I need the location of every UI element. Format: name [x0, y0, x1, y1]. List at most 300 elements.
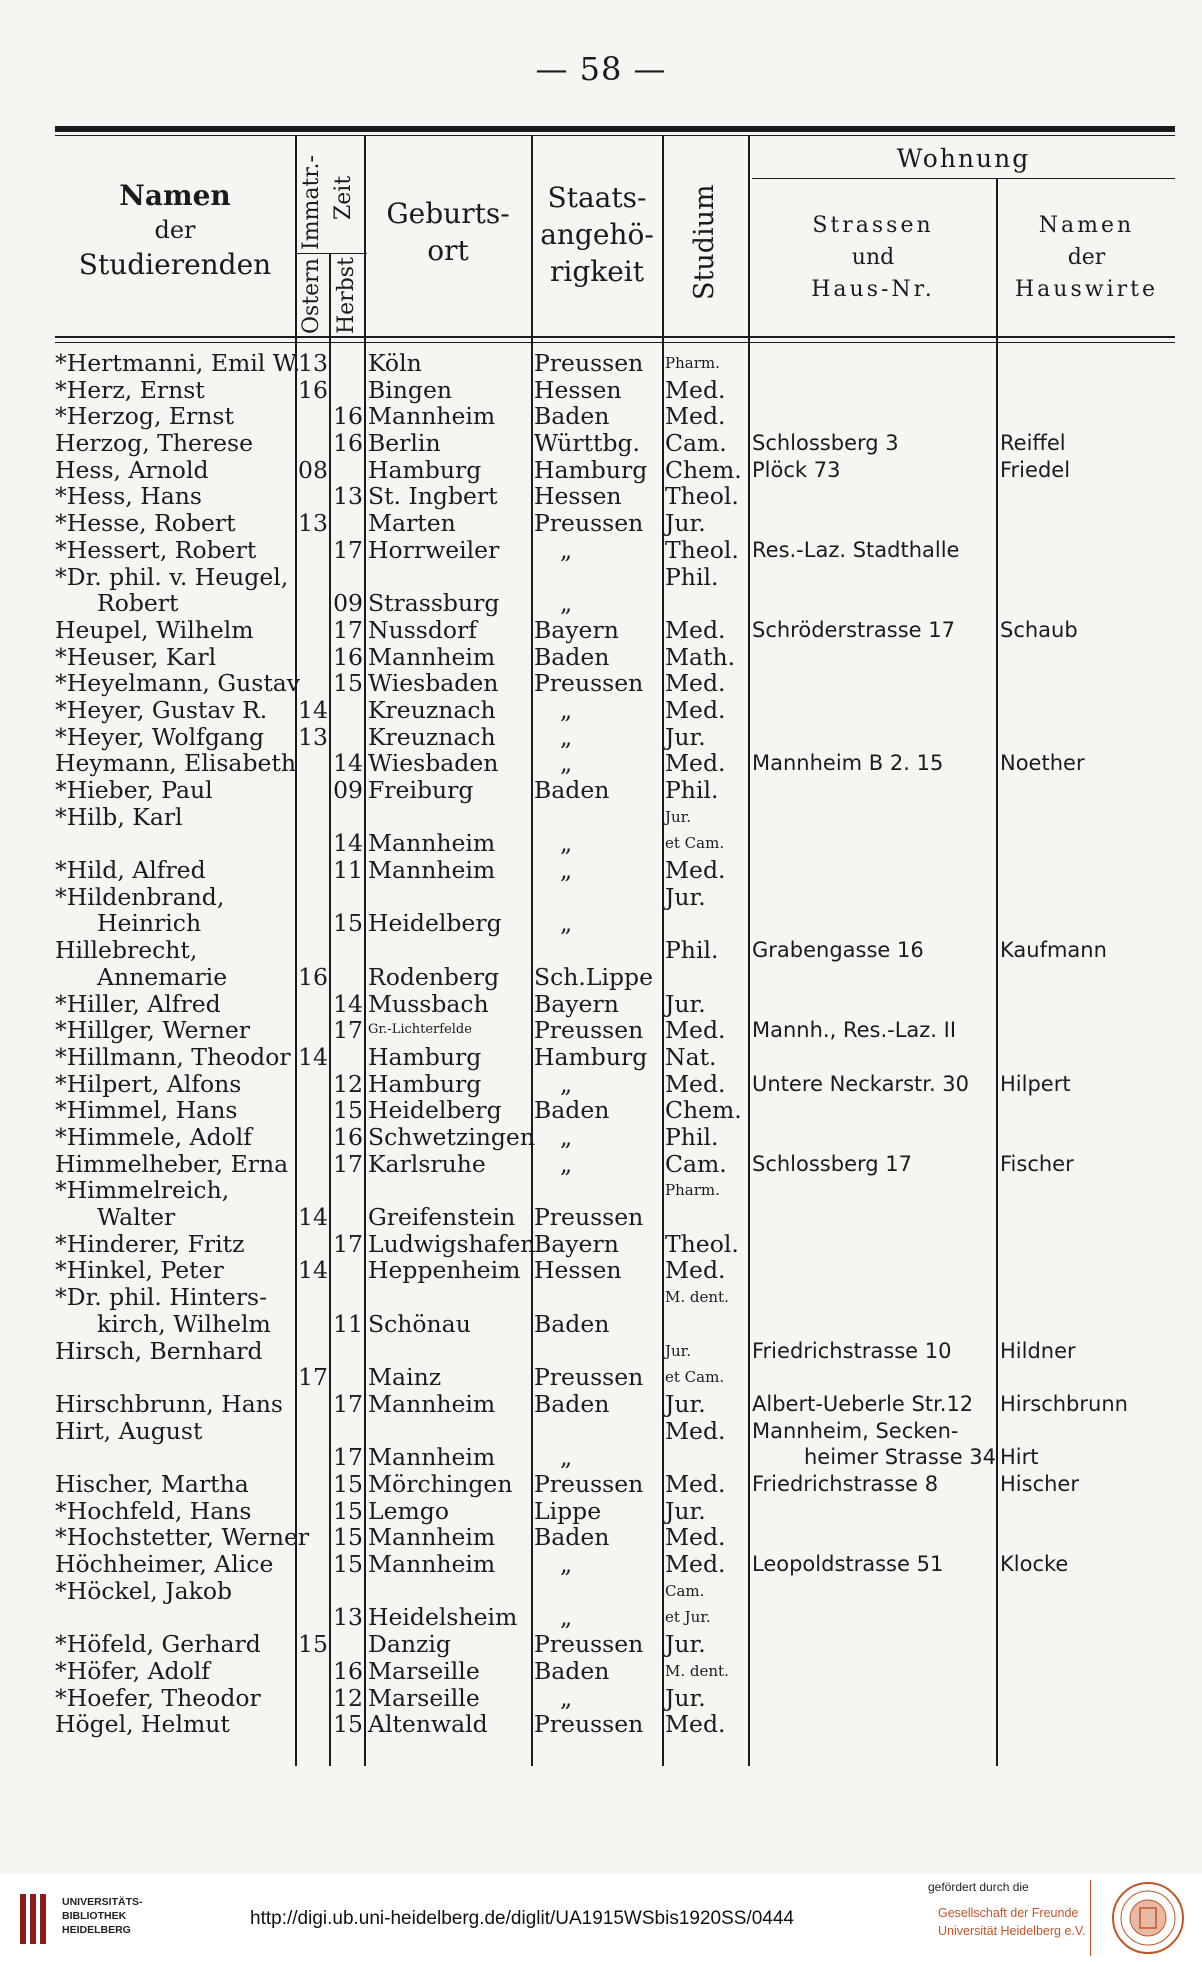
cell-hauswirt	[1000, 857, 1175, 884]
table-row	[55, 1471, 1175, 1498]
cell-strasse-line	[752, 1044, 996, 1071]
header-rule-thin	[55, 342, 1175, 343]
cell-ostern	[298, 1471, 328, 1498]
table-row	[55, 510, 1175, 537]
cell-geburtsort	[368, 1231, 536, 1258]
cell-geburtsort-line: Wiesbaden	[368, 669, 499, 698]
cell-name-line: Hess, Arnold	[55, 455, 209, 484]
cell-hauswirt	[1000, 697, 1175, 724]
cell-studium	[665, 857, 751, 884]
cell-geburtsort-line: Marseille	[368, 1683, 480, 1712]
table-row	[55, 697, 1175, 724]
cell-geburtsort-line: Freiburg	[368, 776, 474, 805]
cell-staatsangehoerigkeit-line: Preussen	[534, 1630, 644, 1659]
table-row	[55, 1524, 1175, 1551]
cell-strasse	[752, 991, 996, 1018]
cell-herbst	[333, 510, 363, 537]
cell-hauswirt-line: Schaub	[1000, 617, 1078, 642]
cell-studium	[665, 1631, 751, 1658]
cell-herbst-line	[333, 724, 363, 751]
cell-studium	[665, 670, 751, 697]
cell-studium-line: M. dent.	[665, 1288, 729, 1307]
cell-herbst	[333, 377, 363, 404]
funded-by-label: gefördert durch die	[928, 1880, 1029, 1894]
cell-hauswirt-line	[1000, 777, 1175, 804]
cell-strasse	[752, 537, 996, 564]
cell-ostern-line	[298, 991, 328, 1018]
cell-ostern	[298, 1071, 328, 1098]
cell-geburtsort-line: Kreuznach	[368, 722, 496, 751]
cell-name-line: *Heyelmann, Gustav	[55, 669, 301, 698]
cell-staatsangehoerigkeit-line: „	[560, 1603, 573, 1632]
cell-staatsangehoerigkeit	[534, 1551, 666, 1578]
cell-ostern-line	[298, 644, 328, 671]
cell-hauswirt	[1000, 1658, 1175, 1685]
cell-studium	[665, 1498, 751, 1525]
cell-name-line: *Heyer, Gustav R.	[55, 695, 268, 724]
ub-heidelberg-logo[interactable]	[16, 1888, 156, 1950]
header-herbst: Herbst	[334, 257, 359, 334]
cell-geburtsort-line: Heidelberg	[368, 909, 502, 938]
cell-herbst	[333, 964, 363, 991]
table-row	[55, 1044, 1175, 1071]
cell-strasse-line	[752, 1711, 996, 1738]
cell-strasse	[752, 857, 996, 884]
cell-studium	[665, 510, 751, 537]
cell-herbst	[333, 430, 363, 457]
cell-hauswirt	[1000, 617, 1175, 644]
cell-strasse-line	[752, 991, 996, 1018]
cell-name-line: *Hilpert, Alfons	[55, 1069, 242, 1098]
cell-geburtsort-line: Strassburg	[368, 589, 500, 618]
cell-ostern-line	[298, 403, 328, 430]
cell-staatsangehoerigkeit-line: Baden	[534, 1389, 610, 1418]
cell-geburtsort	[368, 1364, 536, 1391]
cell-staatsangehoerigkeit	[534, 830, 666, 857]
cell-name	[55, 349, 301, 377]
cell-geburtsort	[368, 697, 536, 724]
cell-name-line: *Heyer, Wolfgang	[55, 722, 265, 751]
cell-ostern-line	[298, 483, 328, 510]
cell-name	[55, 991, 295, 1018]
cell-hauswirt	[1000, 1044, 1175, 1071]
cell-staatsangehoerigkeit-line: Baden	[534, 402, 610, 431]
cell-strasse-line	[752, 1177, 996, 1204]
cell-studium	[665, 1524, 751, 1551]
cell-staatsangehoerigkeit	[534, 1711, 666, 1738]
cell-herbst	[333, 1524, 363, 1551]
cell-staatsangehoerigkeit-line: Baden	[534, 1523, 610, 1552]
cell-hauswirt	[1000, 483, 1175, 510]
cell-ostern-line	[298, 1604, 328, 1631]
cell-ostern-line: 17	[298, 1363, 328, 1392]
cell-name-line: Hirsch, Bernhard	[55, 1336, 263, 1365]
cell-strasse-line	[752, 377, 996, 404]
cell-geburtsort	[368, 1204, 536, 1231]
logo-line-1: UNIVERSITÄTS-	[62, 1896, 143, 1908]
table-row	[55, 430, 1175, 457]
cell-herbst	[333, 350, 363, 377]
cell-ostern-line	[298, 1231, 328, 1258]
cell-geburtsort	[368, 644, 536, 671]
table-row	[55, 670, 1175, 697]
cell-staatsangehoerigkeit	[534, 697, 666, 724]
cell-geburtsort-line: Mannheim	[368, 1550, 496, 1579]
cell-name-line: *Hinkel, Peter	[55, 1256, 224, 1285]
table-body	[55, 350, 1175, 1738]
cell-studium-line: Med.	[665, 695, 726, 724]
header-geburtsort	[365, 196, 531, 270]
cell-name	[55, 884, 295, 937]
cell-strasse	[752, 644, 996, 671]
cell-herbst	[333, 1044, 363, 1071]
cell-studium	[665, 1097, 751, 1124]
table-row	[55, 724, 1175, 751]
table-row	[55, 1631, 1175, 1658]
cell-geburtsort	[368, 1631, 536, 1658]
table-row	[55, 1071, 1175, 1098]
cell-geburtsort	[368, 617, 536, 644]
cell-hauswirt-line	[1000, 1524, 1175, 1551]
cell-hauswirt-line: Hildner	[1000, 1338, 1076, 1363]
header-strassen-2: und	[851, 244, 895, 270]
cell-ostern	[298, 1017, 328, 1044]
cell-studium	[665, 1338, 751, 1391]
cell-studium-line: Cam.	[665, 429, 727, 458]
cell-studium	[665, 1471, 751, 1498]
cell-ostern	[298, 1391, 328, 1418]
cell-geburtsort	[368, 483, 536, 510]
cell-strasse-line: heimer Strasse 34	[804, 1445, 997, 1470]
university-seal-icon[interactable]	[1110, 1880, 1186, 1956]
cell-name-line: *Herz, Ernst	[55, 375, 205, 404]
cell-staatsangehoerigkeit-line: Preussen	[534, 1710, 644, 1739]
cell-strasse	[752, 1391, 996, 1418]
cell-name-line: Hirschbrunn, Hans	[55, 1389, 283, 1418]
cell-studium	[665, 1151, 751, 1178]
top-rule-thin	[55, 135, 1175, 136]
cell-studium	[665, 1177, 751, 1204]
cell-hauswirt	[1000, 670, 1175, 697]
cell-geburtsort	[368, 457, 536, 484]
cell-hauswirt-line	[1000, 1578, 1175, 1605]
cell-herbst-line	[333, 350, 363, 377]
table-row	[55, 1151, 1175, 1178]
cell-ostern	[298, 1524, 328, 1551]
cell-geburtsort-line: Marseille	[368, 1656, 480, 1685]
cell-strasse-line	[752, 1097, 996, 1124]
cell-strasse	[752, 1257, 996, 1284]
cell-herbst	[333, 724, 363, 751]
cell-studium-line: Jur.	[665, 1683, 706, 1712]
cell-hauswirt	[1000, 777, 1175, 804]
cell-name	[55, 1231, 295, 1258]
cell-geburtsort	[368, 1391, 536, 1418]
cell-geburtsort-line: Greifenstein	[368, 1203, 516, 1232]
cell-studium-line: Jur.	[665, 1630, 706, 1659]
cell-hauswirt-line: Hirschbrunn	[1000, 1391, 1128, 1416]
cell-herbst	[333, 1017, 363, 1044]
table-row	[55, 350, 1175, 377]
cell-name-line: *Dr. phil. Hinters-	[55, 1283, 268, 1312]
cell-ostern-line	[298, 830, 328, 857]
cell-herbst	[333, 1311, 363, 1338]
cell-strasse-line	[752, 670, 996, 697]
cell-hauswirt	[1000, 1578, 1175, 1605]
cell-name-line: Himmelheber, Erna	[55, 1149, 289, 1178]
cell-staatsangehoerigkeit-line: Hamburg	[534, 1042, 648, 1071]
cell-staatsangehoerigkeit	[534, 750, 666, 777]
cell-ostern-line	[298, 1685, 328, 1712]
cell-studium-line: Med.	[665, 856, 726, 885]
cell-geburtsort-line: Schönau	[368, 1309, 471, 1338]
cell-staatsangehoerigkeit	[534, 991, 666, 1018]
cell-staatsangehoerigkeit-line: Preussen	[534, 669, 644, 698]
cell-geburtsort	[368, 350, 536, 377]
cell-name-line: *Himmelreich,	[55, 1176, 230, 1205]
header-studium: Studium	[689, 184, 720, 300]
table-row	[55, 804, 1175, 857]
cell-strasse-line	[752, 804, 996, 831]
cell-studium-line: Math.	[665, 642, 736, 671]
cell-staatsangehoerigkeit-line: „	[560, 722, 573, 751]
cell-geburtsort-line: Mannheim	[368, 1443, 496, 1472]
cell-hauswirt-line	[1000, 1498, 1175, 1525]
header-staats-3: rigkeit	[549, 254, 644, 288]
cell-herbst	[333, 1364, 363, 1391]
cell-herbst	[333, 644, 363, 671]
cell-hauswirt	[1000, 1498, 1175, 1525]
cell-hauswirt-line	[1000, 804, 1175, 831]
cell-geburtsort	[368, 1685, 536, 1712]
cell-herbst-line: 12	[333, 1683, 363, 1712]
table-row	[55, 1124, 1175, 1151]
cell-herbst-line: 11	[333, 1309, 363, 1338]
student-register-table	[55, 126, 1175, 1786]
cell-geburtsort-line: Wiesbaden	[368, 749, 499, 778]
cell-strasse-line: Res.-Laz. Stadthalle	[752, 537, 960, 562]
cell-strasse-line	[752, 857, 996, 884]
header-rule	[55, 336, 1175, 338]
cell-hauswirt-line	[1000, 1284, 1175, 1311]
table-row	[55, 1231, 1175, 1258]
cell-name-line: *Dr. phil. v. Heugel,	[55, 562, 289, 591]
cell-ostern-line: 13	[298, 722, 328, 751]
cell-name-line: *Hessert, Robert	[55, 535, 257, 564]
cell-strasse-line: Schlossberg 3	[752, 431, 899, 456]
cell-ostern-line: 14	[298, 1256, 328, 1285]
society-name-line-1: Gesellschaft der Freunde	[938, 1906, 1079, 1920]
cell-studium	[665, 457, 751, 484]
cell-herbst	[333, 1097, 363, 1124]
cell-geburtsort	[368, 1444, 536, 1471]
cell-staatsangehoerigkeit-line: Baden	[534, 1656, 610, 1685]
cell-hauswirt	[1000, 937, 1175, 964]
cell-staatsangehoerigkeit-line: „	[560, 829, 573, 858]
cell-staatsangehoerigkeit-line: Baden	[534, 642, 610, 671]
table-row	[55, 617, 1175, 644]
cell-name	[55, 1338, 295, 1365]
source-url-link[interactable]: http://digi.ub.uni-heidelberg.de/diglit/UA1915WSbis1920SS/0444	[250, 1908, 794, 1929]
cell-ostern-line	[298, 1524, 328, 1551]
cell-herbst-line: 14	[333, 829, 363, 858]
cell-ostern	[298, 1097, 328, 1124]
cell-geburtsort	[368, 857, 536, 884]
cell-strasse-line	[752, 350, 996, 377]
cell-hauswirt-line	[1000, 537, 1175, 564]
cell-geburtsort	[368, 430, 536, 457]
cell-herbst-line: 15	[333, 1496, 363, 1525]
cell-hauswirt-line	[1000, 377, 1175, 404]
cell-strasse	[752, 1524, 996, 1551]
cell-ostern-line	[298, 1071, 328, 1098]
cell-studium-line: et Cam.	[665, 1368, 725, 1387]
cell-staatsangehoerigkeit	[534, 777, 666, 804]
cell-name	[55, 750, 295, 777]
cell-geburtsort-line: Heidelberg	[368, 1096, 502, 1125]
cell-name	[55, 937, 295, 990]
header-namen-studierenden: Studierenden	[78, 247, 272, 281]
cell-staatsangehoerigkeit	[534, 1685, 666, 1712]
cell-herbst	[333, 1604, 363, 1631]
cell-strasse	[752, 1124, 996, 1151]
cell-name	[55, 669, 301, 698]
cell-studium	[665, 884, 751, 911]
cell-herbst	[333, 1124, 363, 1151]
cell-studium	[665, 724, 751, 751]
cell-ostern	[298, 777, 328, 804]
footer-divider	[1090, 1880, 1091, 1956]
cell-geburtsort	[368, 1551, 536, 1578]
cell-strasse	[752, 1177, 996, 1204]
cell-staatsangehoerigkeit	[534, 670, 666, 697]
cell-studium	[665, 564, 751, 591]
cell-name-line: *Höfeld, Gerhard	[55, 1630, 261, 1659]
cell-staatsangehoerigkeit-line: „	[560, 1683, 573, 1712]
cell-studium-line: Theol.	[665, 482, 739, 511]
cell-name-line: *Hieber, Paul	[55, 776, 213, 805]
cell-strasse-line	[752, 644, 996, 671]
cell-name	[55, 1124, 295, 1151]
cell-herbst-line: 16	[333, 642, 363, 671]
cell-herbst	[333, 1551, 363, 1578]
cell-studium	[665, 1124, 751, 1151]
cell-strasse	[752, 1685, 996, 1712]
cell-hauswirt	[1000, 1711, 1175, 1738]
cell-studium-line: Med.	[665, 402, 726, 431]
cell-studium-line: Jur.	[665, 882, 706, 911]
cell-name	[55, 644, 295, 671]
cell-ostern	[298, 1044, 328, 1071]
cell-hauswirt	[1000, 1284, 1175, 1311]
cell-geburtsort-line: Heppenheim	[368, 1256, 521, 1285]
cell-herbst	[333, 1498, 363, 1525]
cell-hauswirt-line	[1000, 403, 1175, 430]
cell-herbst	[333, 537, 363, 564]
cell-staatsangehoerigkeit-line: Baden	[534, 1096, 610, 1125]
cell-hauswirt	[1000, 1017, 1175, 1044]
cell-geburtsort-line: Gr.-Lichterfelde	[368, 1022, 472, 1038]
cell-geburtsort	[368, 1257, 536, 1284]
cell-herbst-line: 15	[333, 669, 363, 698]
cell-name	[55, 1631, 295, 1658]
cell-geburtsort-line: Ludwigshafen	[368, 1229, 536, 1258]
cell-strasse-line: Friedrichstrasse 8	[752, 1472, 939, 1496]
header-staats-1: Staats-	[547, 181, 647, 214]
cell-ostern	[298, 1498, 328, 1525]
cell-hauswirt	[1000, 1097, 1175, 1124]
cell-name-line: *Hildenbrand,	[55, 882, 225, 911]
cell-studium-line: Pharm.	[665, 1181, 720, 1200]
cell-ostern	[298, 1257, 328, 1284]
cell-name-line: *Hinderer, Fritz	[55, 1229, 245, 1258]
cell-staatsangehoerigkeit-line: „	[560, 856, 573, 885]
cell-strasse-line: Untere Neckarstr. 30	[752, 1071, 970, 1096]
table-row	[55, 483, 1175, 510]
cell-staatsangehoerigkeit	[534, 1524, 666, 1551]
cell-hauswirt	[1000, 1471, 1175, 1498]
cell-herbst	[333, 1257, 363, 1284]
cell-strasse-line: Mannheim, Secken-	[752, 1418, 959, 1443]
cell-staatsangehoerigkeit-line: Preussen	[534, 1470, 644, 1498]
logo-line-2: BIBLIOTHEK	[62, 1910, 127, 1922]
cell-name-line: *Hochfeld, Hans	[55, 1496, 252, 1525]
cell-geburtsort-line: Altenwald	[368, 1710, 488, 1739]
cell-hauswirt-line: Friedel	[1000, 457, 1071, 482]
cell-name-line: *Himmel, Hans	[55, 1096, 238, 1125]
cell-studium	[665, 1551, 751, 1578]
cell-name-line: *Hertmanni, Emil W.	[55, 349, 301, 377]
cell-ostern-line	[298, 857, 328, 884]
cell-name	[55, 1391, 295, 1418]
cell-studium-line: Med.	[665, 1416, 726, 1445]
cell-strasse	[752, 377, 996, 404]
cell-herbst	[333, 1071, 363, 1098]
cell-staatsangehoerigkeit-line: Hessen	[534, 375, 622, 404]
table-row	[55, 1257, 1175, 1284]
cell-studium	[665, 1284, 751, 1311]
cell-staatsangehoerigkeit-line: Preussen	[534, 509, 644, 538]
cell-name	[55, 1017, 295, 1044]
cell-ostern	[298, 1364, 328, 1391]
cell-herbst	[333, 670, 363, 697]
cell-staatsangehoerigkeit	[534, 1364, 666, 1391]
cell-herbst-line	[333, 377, 363, 404]
cell-ostern	[298, 510, 328, 537]
cell-strasse-line: Friedrichstrasse 10	[752, 1338, 952, 1363]
cell-geburtsort-line: Mannheim	[368, 1523, 496, 1552]
cell-staatsangehoerigkeit	[534, 1097, 666, 1124]
cell-strasse	[752, 1578, 996, 1605]
cell-studium	[665, 750, 751, 777]
cell-hauswirt-line	[1000, 724, 1175, 751]
library-logo-icon	[16, 1888, 50, 1950]
cell-geburtsort	[368, 1604, 536, 1631]
cell-geburtsort	[368, 830, 536, 857]
cell-studium-line: Jur.	[665, 989, 706, 1018]
cell-name	[55, 483, 295, 510]
cell-staatsangehoerigkeit-line: Baden	[534, 776, 610, 805]
cell-staatsangehoerigkeit-line: „	[560, 1149, 573, 1178]
cell-staatsangehoerigkeit	[534, 1071, 666, 1098]
cell-hauswirt	[1000, 1231, 1175, 1258]
cell-name-line: Heymann, Elisabeth	[55, 749, 296, 778]
cell-staatsangehoerigkeit	[534, 430, 666, 457]
cell-herbst-line: 15	[333, 1470, 363, 1498]
cell-herbst-line: 13	[333, 1603, 363, 1632]
header-staatsangehoerigkeit	[532, 180, 662, 291]
cell-name-line: *Höckel, Jakob	[55, 1576, 233, 1605]
